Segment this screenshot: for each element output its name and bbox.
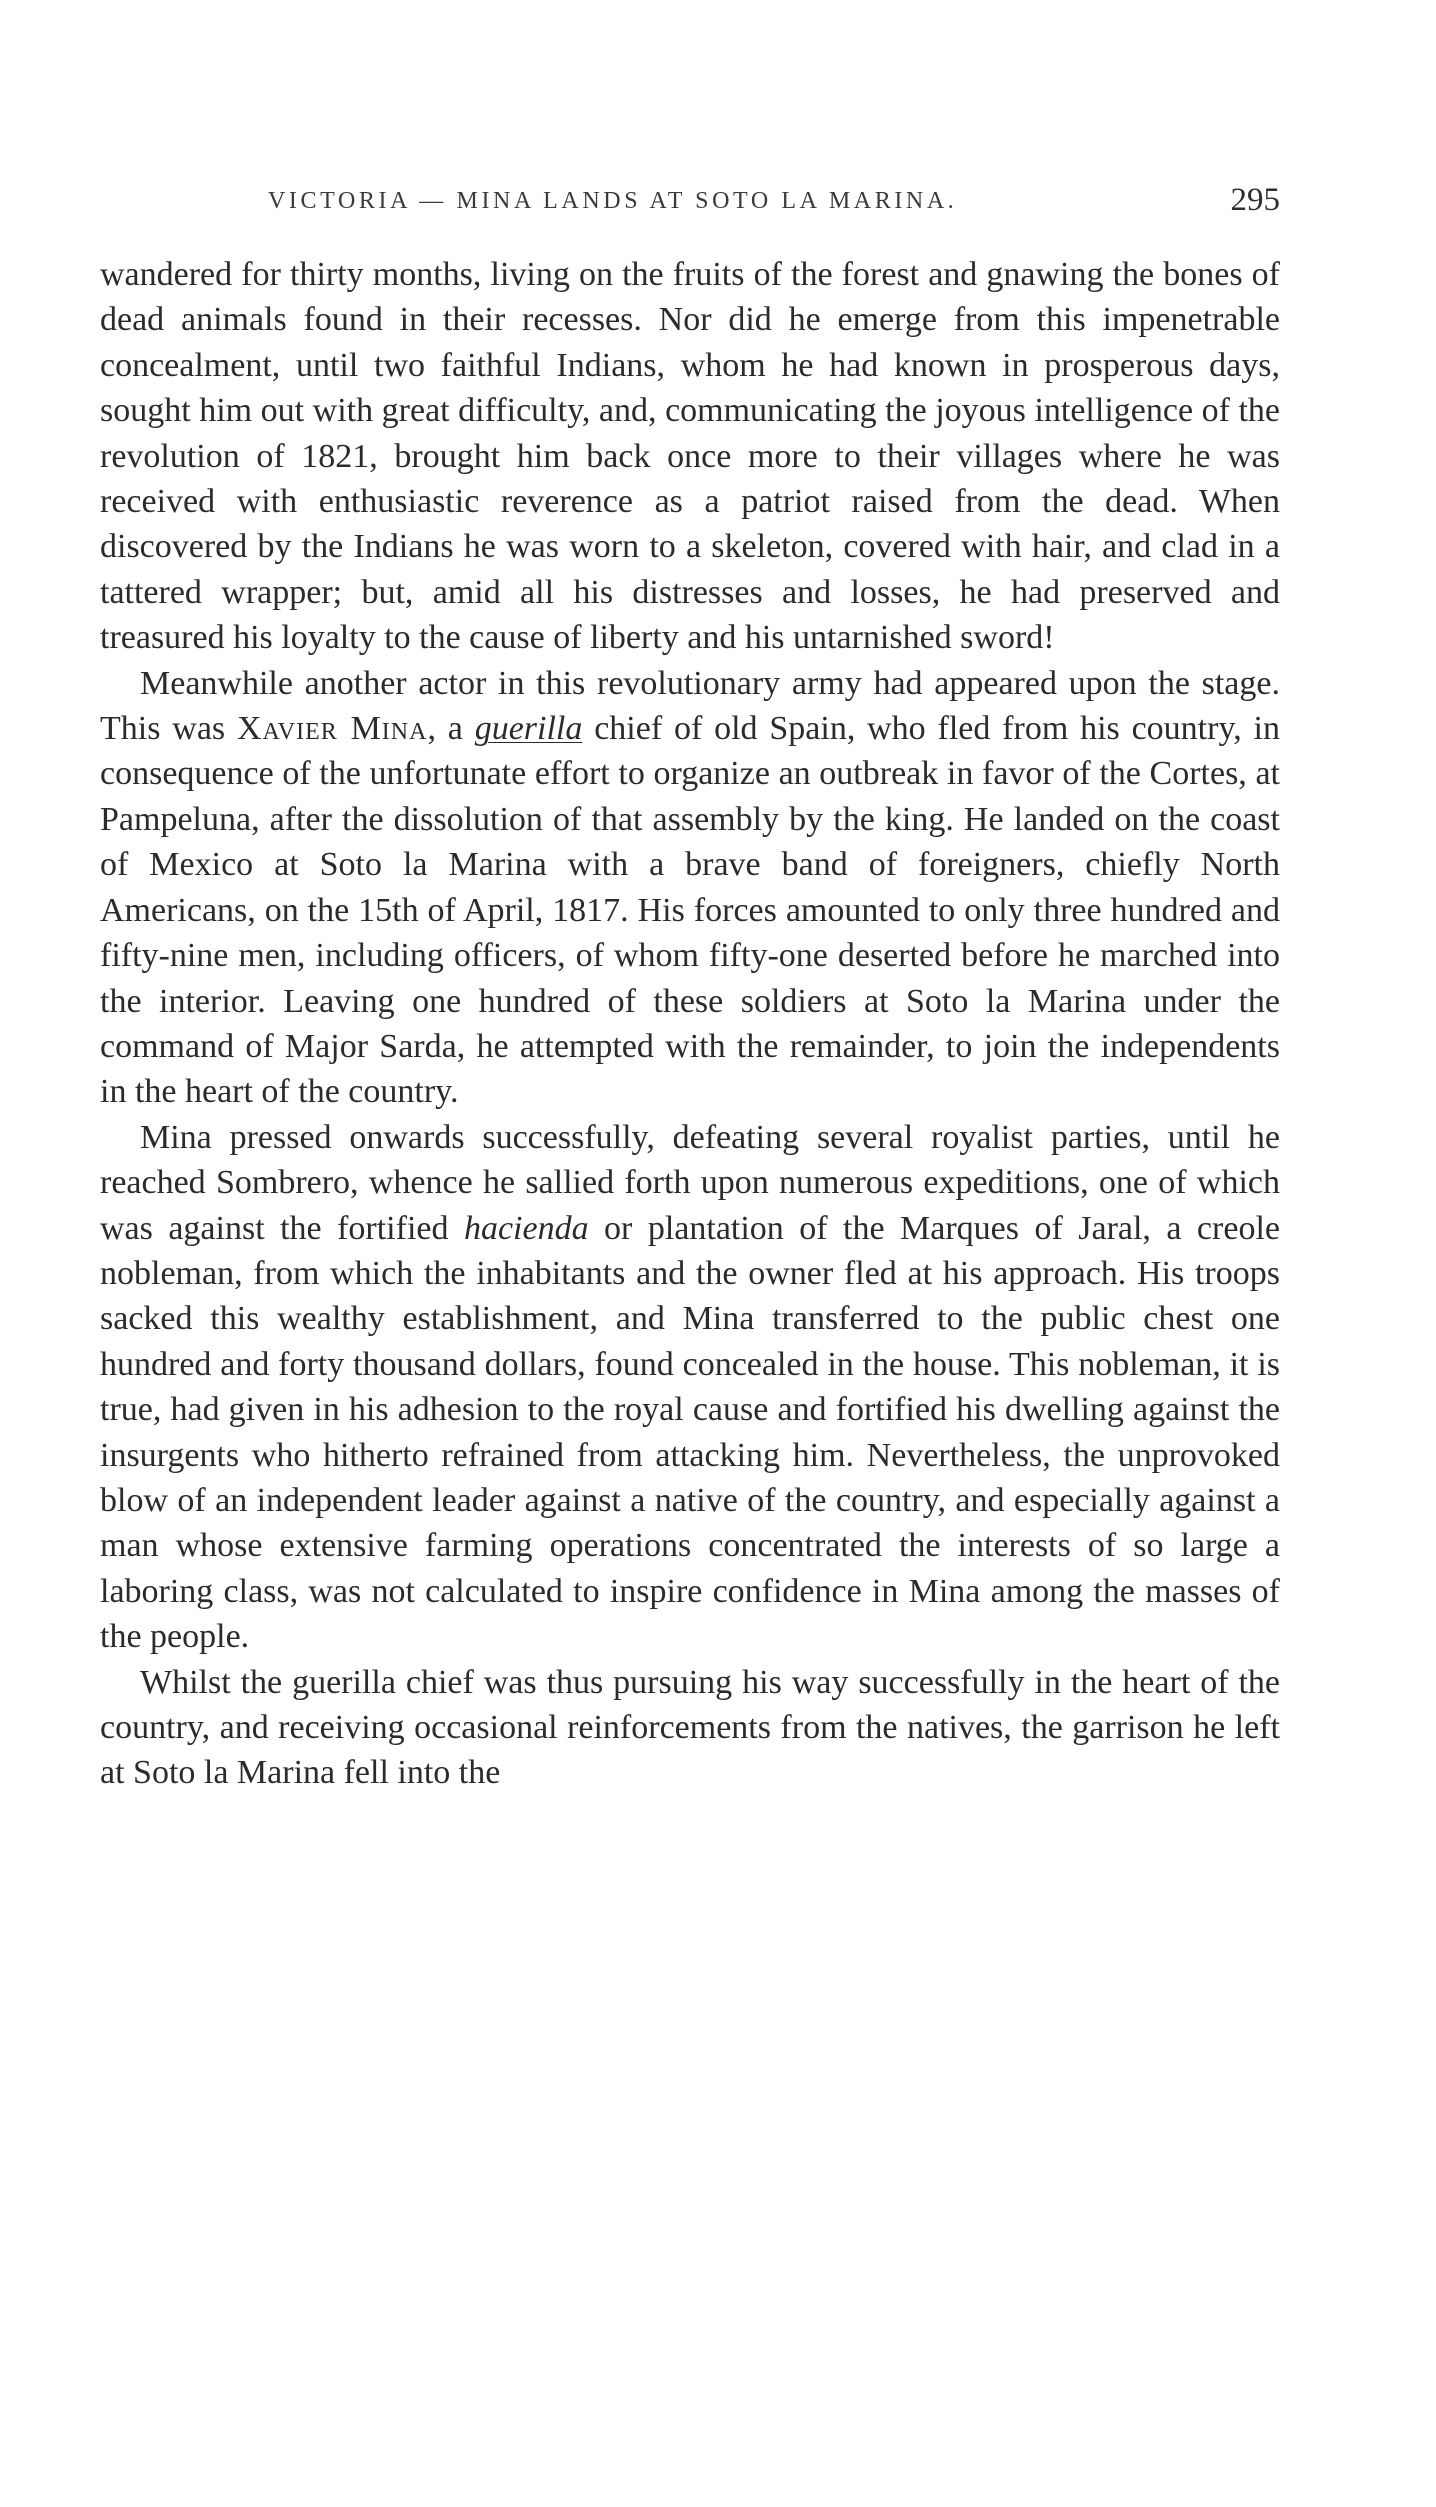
paragraph-4: Whilst the guerilla chief was thus pursuing his way successfully in the heart of the country, and receiving occasional reinforcements from the natives, the garrison he left at Soto la Marina fell into the bbox=[100, 1663, 1280, 1792]
paragraph-2-text-a: Meanwhile another actor in this revolutionary army had appeared upon the stage. This was bbox=[100, 664, 1280, 748]
paragraph-2-text-b: , a bbox=[427, 710, 475, 748]
page-number: 295 bbox=[1230, 182, 1280, 218]
paragraph-2-text-c: chief of old Spain, who fled from his country, in consequence of the unfortunate effort to organize an outbreak in favor of the Cortes, at Pampeluna, after the dissolution of that assembly by the king. He landed on the coast of Mexico at Soto la Marina with a brave band of foreigners, chiefly North Americans, on the 15th of April, 1817. His forces amounted to only three hundred and fifty-nine men, including officers, of whom fifty-one deserted before he marched into the interior. Leaving one hundred of these soldiers at Soto la Marina under the command of Major Sarda, he attempted with the remainder, to join the independents in the heart of the country. bbox=[100, 710, 1281, 1111]
italic-term-hacienda: hacienda bbox=[463, 1209, 589, 1247]
paragraph-3-text-a: Mina pressed onwards successfully, defeating several royalist parties, until he reached Sombrero, whence he sallied forth upon numerous expeditions, one of which was against the fortified bbox=[100, 1118, 1280, 1247]
paragraph-1: wandered for thirty months, living on the fruits of the forest and gnawing the bones of dead animals found in their recesses. Nor did he emerge from this impenetrable concealment, until two faithful Indians, whom he had known in prosperous days, sought him out with great difficulty, and, communicating the joyous intelligence of the revolution of 1821, brought him back once more to their villages where he was received with enthusiastic reverence as a patriot raised from the dead. When discovered by the Indians he was worn to a skeleton, covered with hair, and clad in a tattered wrapper; but, amid all his distresses and losses, he had preserved and treasured his loyalty to the cause of liberty and his untarnished sword! bbox=[100, 256, 1280, 657]
running-head: VICTORIA — MINA LANDS AT SOTO LA MARINA. bbox=[268, 188, 958, 214]
person-name-xavier-mina: Xavier Mina bbox=[236, 710, 428, 748]
paragraph-3-text-b: or plantation of the Marques of Jaral, a creole nobleman, from which the inhabitants and the owner fled at his approach. His troops sacked this wealthy establishment, and Mina transferred to the public chest one hundred and forty thousand dollars, found concealed in the house. This nobleman, it is true, had given in his adhesion to the royal cause and fortified his dwelling against the insurgents who hitherto refrained from attacking him. Nevertheless, the unprovoked blow of an independent leader against a native of the country, and especially against a man whose extensive farming operations concentrated the interests of so large a laboring class, was not calculated to inspire confidence in Mina among the masses of the people. bbox=[100, 1209, 1280, 1656]
paragraph-2 bbox=[100, 661, 1280, 1115]
body-text bbox=[100, 252, 1280, 1796]
page-header bbox=[100, 184, 1280, 224]
paragraph-3 bbox=[100, 1115, 1280, 1660]
italic-term-guerilla: guerilla bbox=[474, 710, 583, 748]
